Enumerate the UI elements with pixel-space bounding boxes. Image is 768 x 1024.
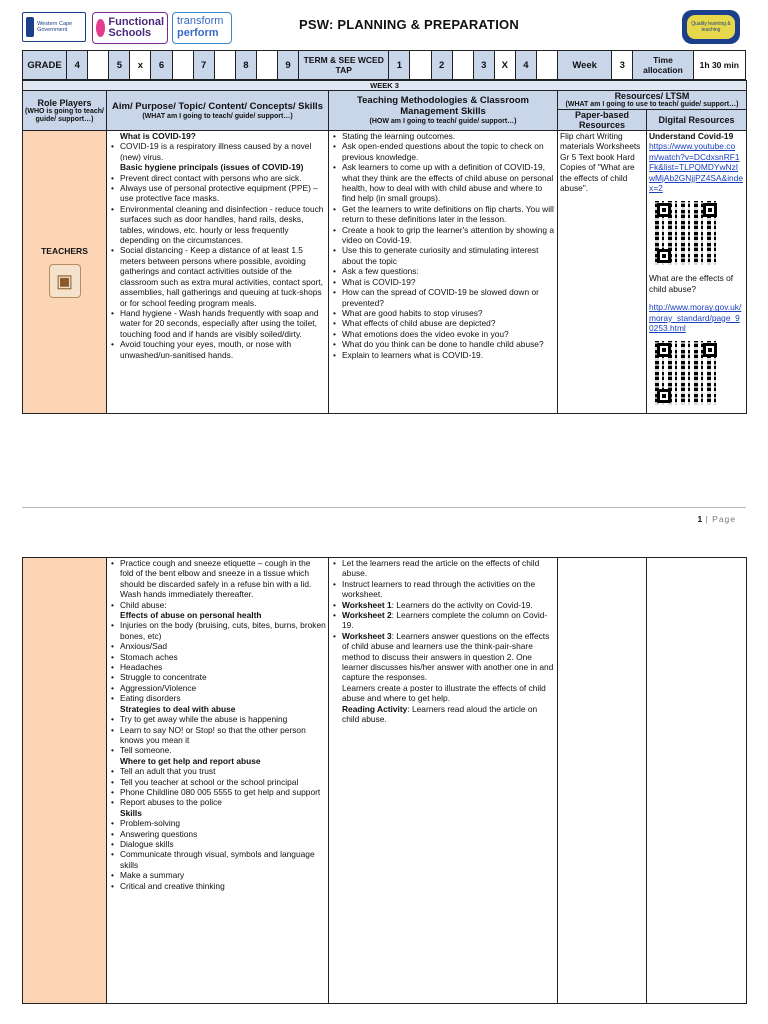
list-item: • Answering questions (120, 829, 326, 839)
list-item: • Use this to generate curiosity and stimulating interest about the topic (342, 245, 555, 266)
list-item: • Headaches (120, 662, 326, 672)
item-text: : Learners answer questions on the effects of child abuse and learners use the think-pair-share method to discuss their answers in question 2. One learner discusses his/her answer with another one in and capture the responses. (342, 630, 554, 683)
functional-schools-logo: Functional Schools (92, 12, 168, 44)
item-text: : Learners complete the column on Covid-19. (342, 610, 548, 631)
list-item: • What are good habits to stop viruses? (342, 308, 555, 318)
section-heading: Effects of abuse on personal health (120, 610, 262, 621)
list-item: • Always use of personal protective equipment (PPE) – use protective face masks. (120, 183, 326, 204)
term-label: TERM & SEE WCED TAP (299, 51, 389, 80)
teaching-methods-header: Teaching Methodologies & Classroom Management Skills (HOW am I going to teach/ guide/ support…) (329, 91, 558, 131)
list-item: • What do you think can be done to handle child abuse? (342, 339, 555, 349)
list-item: • Tell someone. (120, 745, 326, 755)
transform-perform-logo: transform perform (172, 12, 232, 44)
list-item: • Report abuses to the police (120, 797, 326, 807)
digital-resources-header: Digital Resources (647, 110, 747, 131)
planning-table (22, 50, 746, 80)
list-item: • Phone Childline 080 005 5555 to get help and support (120, 787, 326, 797)
list-item (342, 683, 555, 704)
list-item: • Aggression/Violence (120, 683, 326, 693)
youtube-link[interactable]: https://www.youtube.com/watch?v=DCdxsnRF1Fk&list=TLPQMDYwNzIwMjAb2GNjjPZ4SA&index=2 (649, 141, 744, 194)
list-item: • Critical and creative thinking (120, 881, 326, 891)
list-item: • Social distancing - Keep a distance of at least 1.5 meters between persons where possible, avoiding gatherings and contact activities outside of the classroom such as extra mural activities, contact sport, assemblies, hall gatherings and queuing at tuck-shops or for school feeding program meals. (120, 245, 326, 307)
role-cell (23, 131, 107, 414)
page-number: 1 (697, 514, 703, 524)
digital-question: What are the effects of child abuse? (649, 273, 734, 294)
page-title: PSW: PLANNING & PREPARATION (299, 17, 519, 32)
teaching-cell-continued (329, 558, 558, 1004)
list-item (342, 600, 555, 610)
week-banner: WEEK 3 (23, 81, 747, 91)
item-text: Learners create a poster to illustrate the effects of child abuse and where to get help. (342, 682, 546, 704)
resources-header: Resources/ LTSM (WHAT am I going to use to teach/ guide/ support…) (558, 91, 747, 110)
page-header (22, 10, 746, 50)
worksheet-label: Worksheet 3 (342, 630, 392, 641)
list-item: • Ask open-ended questions about the topic to check on previous knowledge. (342, 141, 555, 162)
paper-resources-cell-continued (558, 558, 647, 1004)
section-heading: What is COVID-19? (120, 131, 196, 141)
crest-icon (26, 17, 34, 37)
list-item: • What effects of child abuse are depicted? (342, 318, 555, 328)
worksheet-label: Reading Activity (342, 703, 408, 714)
page-footer: 1 | Page (22, 507, 746, 528)
paper-resources-header: Paper-based Resources (558, 110, 647, 131)
worksheet-label: Worksheet 2 (342, 610, 392, 621)
worksheet-label: Worksheet 1 (342, 599, 392, 610)
digital-heading: Understand Covid-19 (649, 131, 734, 141)
list-item: • Struggle to concentrate (120, 672, 326, 682)
list-item (342, 579, 555, 600)
list-item: • Create a hook to grip the learner's attention by showing a video on Covid-19. (342, 225, 555, 246)
list-item: • Tell an adult that you trust (120, 766, 326, 776)
digital-resources-cell-continued (647, 558, 747, 1004)
list-item: • Get the learners to write definitions on flip charts. You will return to these definitions later in the lesson. (342, 204, 555, 225)
section-heading: Basic hygiene principals (issues of COVID-19) (120, 162, 304, 173)
paper-resources-cell: Flip chart Writing materials Worksheets Gr 5 Text book Hard Copies of "What are the effects of child abuse". (558, 131, 647, 414)
digital-resources-cell (647, 131, 747, 414)
list-item: • COVID-19 is a respiratory illness caused by a novel (new) virus. (120, 141, 326, 162)
list-item: • Tell you teacher at school or the school principal (120, 777, 326, 787)
list-item (342, 704, 555, 725)
section-heading: Strategies to deal with abuse (120, 703, 236, 714)
week-label: Week (558, 51, 612, 80)
list-item: • Ask learners to come up with a definition of COVID-19, what they think are the effects of child abuse on personal health, how to deal with with child abuse and where to find help (in small groups). (342, 162, 555, 204)
list-item: • Hand hygiene - Wash hands frequently with soap and water for 20 seconds, especially after using the toilet, touching food and if hands are visibly soiled/dirty. (120, 308, 326, 339)
list-item: • Avoid touching your eyes, mouth, or nose with unwashed/un-sanitised hands. (120, 339, 326, 360)
list-item: • Communicate through visual, symbols and language skills (120, 849, 326, 870)
list-item: • How can the spread of COVID-19 be slowed down or prevented? (342, 287, 555, 308)
item-text: : Learners do the activity on Covid-19. (391, 599, 533, 610)
list-item (342, 558, 555, 579)
time-label: Time allocation (633, 51, 693, 80)
list-item: • Learn to say NO! or Stop! so that the other person knows you mean it (120, 725, 326, 746)
section-heading: Where to get help and report abuse (120, 755, 261, 766)
role-players-header: Role Players (WHO is going to teach/ guide/ support…) (23, 91, 107, 131)
teaching-cell (329, 131, 558, 414)
item-text: : Learners read aloud the article on child abuse. (342, 703, 538, 725)
aim-cell-continued (107, 558, 329, 1004)
quality-learning-logo: Quality learning & teaching (682, 10, 740, 44)
role-cell-continued (23, 558, 107, 1004)
list-item: • Dialogue skills (120, 839, 326, 849)
list-item: • Try to get away while the abuse is happening (120, 714, 326, 724)
time-value: 1h 30 min (693, 51, 745, 80)
list-item: • What is COVID-19? (342, 277, 555, 287)
list-item (342, 631, 555, 683)
item-text: Let the learners read the article on the effects of child abuse. (342, 558, 540, 579)
list-item: • Explain to learners what is COVID-19. (342, 350, 555, 360)
teacher-classroom-icon: ▣ (49, 264, 81, 298)
list-item: • Anxious/Sad (120, 641, 326, 651)
list-item: • Child abuse: (120, 600, 326, 610)
page-1 (22, 10, 746, 414)
western-cape-logo: Western Cape Government (22, 12, 86, 42)
content-table-continued (22, 557, 747, 1004)
list-item: • Stating the learning outcomes. (342, 131, 555, 141)
section-heading: Skills (120, 807, 142, 818)
aim-cell (107, 131, 329, 414)
list-item: • Eating disorders (120, 693, 326, 703)
grade-row: GRADE 4 5 x 6 7 8 9 TERM & SEE WCED TAP 1 2 3 X 4 Week 3 Time allocation 1h 30 min (23, 51, 746, 80)
list-item: • Stomach aches (120, 652, 326, 662)
list-item: • Prevent direct contact with persons who are sick. (120, 173, 326, 183)
list-item: • Ask a few questions: (342, 266, 555, 276)
list-item: • Make a summary (120, 870, 326, 880)
grade-label: GRADE (23, 51, 67, 80)
list-item: • Environmental cleaning and disinfection - reduce touch surfaces such as door handles, hand rails, desks, tables, windows, etc. hourly or less frequently depending on the circumstances. (120, 204, 326, 246)
item-text: Instruct learners to read through the activities on the worksheet. (342, 578, 536, 600)
qr-code-icon (653, 339, 721, 407)
aim-header: Aim/ Purpose/ Topic/ Content/ Concepts/ Skills (WHAT am I going to teach/ guide/ support…) (107, 91, 329, 131)
list-item: • Problem-solving (120, 818, 326, 828)
moray-link[interactable]: http://www.moray.gov.uk/moray_standard/page_90253.html (649, 302, 742, 334)
badge-icon (96, 19, 105, 37)
content-table (22, 80, 747, 414)
role-label: TEACHERS (41, 246, 88, 257)
page-2 (22, 557, 746, 1004)
qr-code-icon (653, 199, 721, 267)
list-item: • Injuries on the body (bruising, cuts, bites, burns, broken bones, etc) (120, 620, 326, 641)
list-item: • What emotions does the video evoke in you? (342, 329, 555, 339)
list-item (342, 610, 555, 631)
list-item: • Practice cough and sneeze etiquette – cough in the fold of the bent elbow and sneeze in a tissue which should be discarded safely in a refuse bin with a lid. Wash hands immediately thereafter. (120, 558, 326, 600)
